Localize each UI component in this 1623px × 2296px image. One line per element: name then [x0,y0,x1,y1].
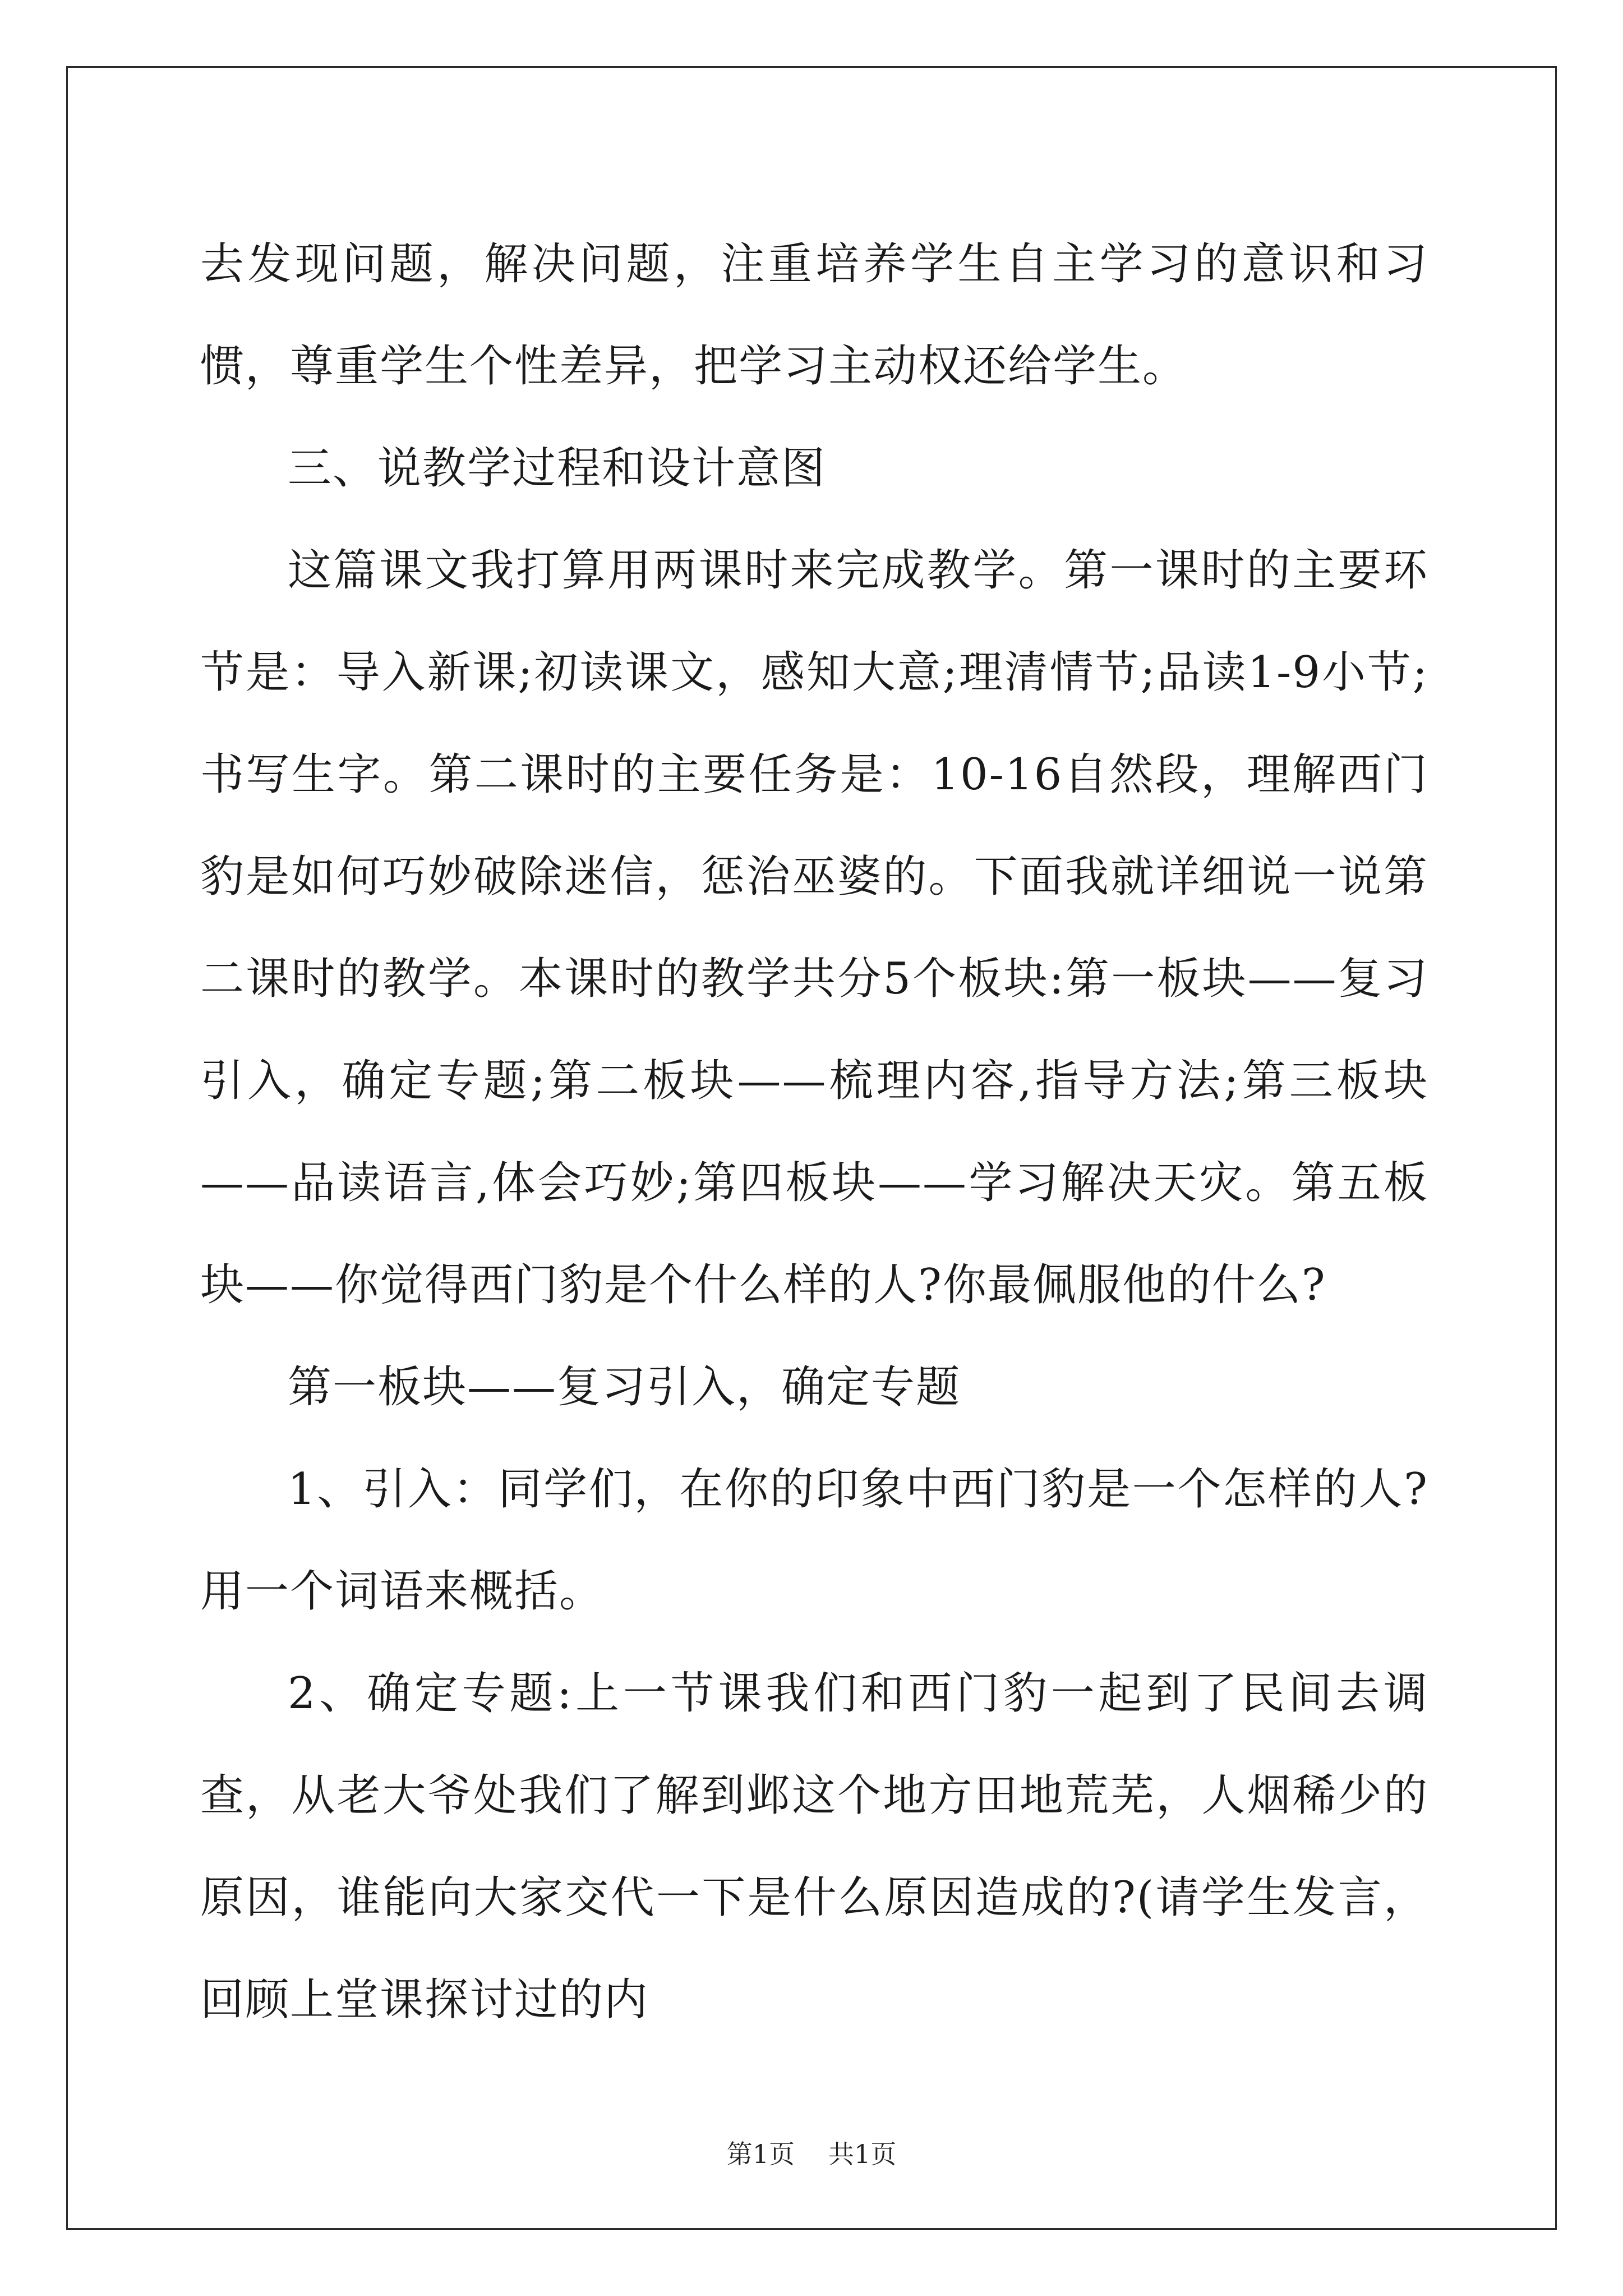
document-body [200,213,1428,2051]
paragraph-1: 去发现问题，解决问题，注重培养学生自主学习的意识和习惯，尊重学生个性差异，把学习主动权还给学生。 [200,239,1428,392]
page-footer [0,2137,1623,2171]
section-heading-block-one: 第一板块——复习引入，确定专题 [288,1362,961,1412]
page-number-current: 第1页 [726,2139,795,2169]
paragraph-topic: 2、确定专题:上一节课我们和西门豹一起到了民间去调查，从老大爷处我们了解到邺这个地方田地荒芜，人烟稀少的原因，谁能向大家交代一下是什么原因造成的?(请学生发言，回顾上堂课探讨过的内 [200,1668,1428,2025]
page-number-total: 共1页 [828,2139,897,2169]
section-heading-three: 三、说教学过程和设计意图 [288,443,827,494]
paragraph-introduction: 1、引入：同学们，在你的印象中西门豹是一个怎样的人?用一个词语来概括。 [200,1464,1428,1617]
paragraph-teaching-plan: 这篇课文我打算用两课时来完成教学。第一课时的主要环节是：导入新课;初读课文，感知大意;理清情节;品读1-9小节;书写生字。第二课时的主要任务是：10-16自然段，理解西门豹是如何巧妙破除迷信，惩治巫婆的。下面我就详细说一说第二课时的教学。本课时的教学共分5个板块:第一板块——复习引入，确定专题;第二板块——梳理内容,指导方法;第三板块——品读语言,体会巧妙;第四板块——学习解决天灾。第五板块——你觉得西门豹是个什么样的人?你最佩服他的什么? [200,545,1428,1310]
